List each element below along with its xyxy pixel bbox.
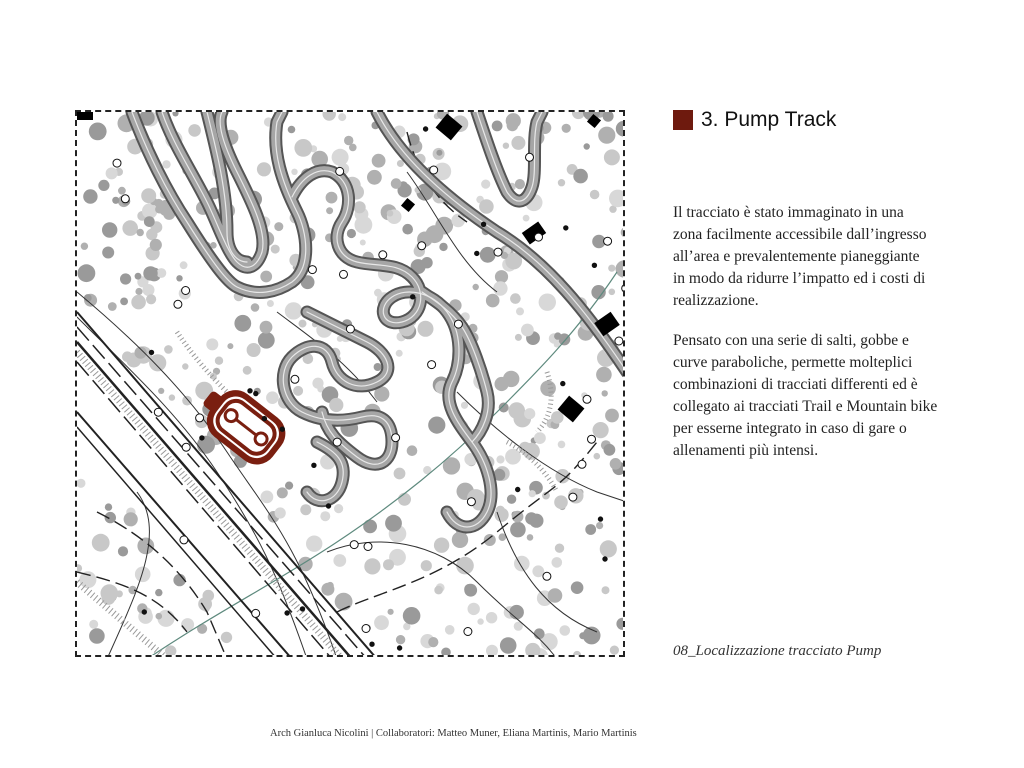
- tree-mark: [552, 557, 563, 568]
- tree-mark: [484, 534, 496, 546]
- tree-mark: [605, 409, 619, 423]
- tree-mark: [603, 112, 614, 122]
- figure-caption: 08_Localizzazione tracciato Pump: [673, 643, 882, 659]
- path-marker: [362, 625, 370, 633]
- heading-color-swatch: [673, 110, 693, 130]
- tree-mark: [78, 264, 96, 282]
- path-marker: [569, 493, 577, 501]
- tree-mark: [609, 190, 625, 208]
- tree-mark: [464, 584, 477, 597]
- tree-mark: [221, 632, 232, 643]
- tree-mark: [89, 628, 105, 644]
- tree-mark: [364, 558, 380, 574]
- tree-mark: [112, 197, 119, 204]
- path-marker: [397, 646, 401, 650]
- tree-mark: [137, 229, 144, 236]
- site-map: [77, 112, 625, 657]
- tree-mark: [394, 468, 406, 480]
- tree-mark: [396, 350, 403, 357]
- tree-mark: [150, 239, 162, 251]
- tree-mark: [327, 582, 334, 589]
- tree-mark: [495, 377, 509, 391]
- tree-mark: [349, 144, 357, 152]
- tree-mark: [329, 398, 343, 412]
- tree-mark: [355, 216, 373, 234]
- tree-mark: [83, 189, 97, 203]
- path-marker: [535, 233, 543, 241]
- path-marker: [174, 300, 182, 308]
- tree-mark: [266, 391, 279, 404]
- tree-mark: [600, 540, 617, 557]
- tree-mark: [499, 403, 509, 413]
- tree-mark: [155, 589, 162, 596]
- path-marker: [604, 237, 612, 245]
- path-marker: [364, 543, 372, 551]
- tree-mark: [495, 270, 508, 283]
- tree-mark: [294, 139, 312, 157]
- description-line: curve paraboliche, permette molteplici: [673, 354, 913, 371]
- description-line: collegato ai tracciati Trail e Mountain bike: [673, 398, 938, 415]
- tree-mark: [277, 487, 288, 498]
- tree-mark: [182, 363, 188, 369]
- tree-mark: [102, 222, 117, 237]
- tree-mark: [590, 190, 600, 200]
- tree-mark: [500, 637, 517, 654]
- path-marker: [561, 381, 565, 385]
- tree-mark: [496, 455, 504, 463]
- description-paragraph-2: [673, 330, 973, 462]
- tree-mark: [338, 113, 346, 121]
- path-marker: [464, 628, 472, 636]
- path-marker: [254, 391, 258, 395]
- path-marker: [516, 487, 520, 491]
- tree-mark: [573, 169, 588, 184]
- tree-mark: [180, 261, 188, 269]
- tree-mark: [335, 593, 353, 611]
- path-marker: [423, 127, 427, 131]
- path-marker: [467, 498, 475, 506]
- tree-mark: [122, 351, 133, 362]
- path-marker: [370, 642, 374, 646]
- path-marker: [154, 408, 162, 416]
- tree-mark: [397, 160, 404, 167]
- tree-mark: [486, 645, 498, 657]
- tree-mark: [251, 303, 260, 312]
- tree-mark: [137, 538, 154, 555]
- tree-mark: [197, 624, 207, 634]
- tree-mark: [354, 201, 366, 213]
- description-line: Il tracciato è stato immaginato in una: [673, 204, 904, 221]
- tree-mark: [407, 445, 418, 456]
- tree-mark: [510, 293, 521, 304]
- tree-mark: [585, 524, 596, 535]
- path-marker: [392, 434, 400, 442]
- tree-mark: [604, 149, 620, 165]
- tree-mark: [573, 651, 581, 657]
- tree-mark: [511, 136, 525, 150]
- path-marker: [494, 248, 502, 256]
- tree-mark: [89, 620, 98, 629]
- path-marker: [428, 361, 436, 369]
- section-title: 3. Pump Track: [701, 108, 837, 131]
- tree-mark: [162, 160, 170, 168]
- tree-mark: [421, 560, 432, 571]
- tree-mark: [176, 275, 182, 281]
- tree-mark: [181, 618, 194, 631]
- tree-mark: [135, 273, 142, 280]
- tree-mark: [257, 162, 271, 176]
- tree-mark: [312, 378, 323, 389]
- tree-mark: [503, 143, 509, 149]
- path-marker: [200, 436, 204, 440]
- tree-mark: [326, 192, 338, 204]
- tree-mark: [169, 394, 175, 400]
- path-marker: [578, 460, 586, 468]
- tree-mark: [492, 121, 503, 132]
- tree-mark: [610, 458, 622, 470]
- tree-mark: [445, 625, 455, 635]
- tree-mark: [243, 366, 252, 375]
- tree-mark: [299, 320, 307, 328]
- tree-mark: [332, 149, 349, 166]
- tree-mark: [144, 216, 155, 227]
- tree-mark: [165, 645, 176, 656]
- tree-mark: [77, 564, 82, 572]
- tree-mark: [118, 187, 126, 195]
- path-marker: [285, 611, 289, 615]
- tree-mark: [374, 363, 382, 371]
- path-marker: [430, 166, 438, 174]
- tree-mark: [81, 243, 88, 250]
- tree-mark: [604, 444, 616, 456]
- tree-mark: [402, 224, 413, 235]
- tree-mark: [396, 635, 405, 644]
- tree-mark: [135, 567, 151, 583]
- tree-mark: [260, 271, 272, 283]
- tree-mark: [387, 210, 394, 217]
- tree-mark: [385, 515, 402, 532]
- path-marker: [340, 270, 348, 278]
- tree-mark: [572, 112, 585, 119]
- tree-mark: [516, 307, 524, 315]
- path-marker: [592, 263, 596, 267]
- tree-mark: [461, 402, 468, 409]
- tree-mark: [505, 449, 521, 465]
- tree-mark: [441, 648, 451, 658]
- tree-mark: [347, 229, 356, 238]
- tree-mark: [285, 302, 302, 319]
- tree-mark: [143, 266, 157, 280]
- tree-mark: [598, 127, 615, 144]
- description-line: in modo da ridurre l’impatto ed i costi di: [673, 270, 926, 287]
- tree-mark: [149, 354, 166, 371]
- path-marker: [180, 536, 188, 544]
- description-paragraph-1: [673, 202, 973, 312]
- path-marker: [526, 153, 534, 161]
- tree-mark: [523, 215, 530, 222]
- path-marker: [121, 195, 129, 203]
- tree-mark: [120, 273, 131, 284]
- tree-mark: [621, 227, 625, 238]
- tree-mark: [468, 603, 480, 615]
- tree-mark: [558, 441, 566, 449]
- tree-mark: [102, 247, 114, 259]
- description-line: combinazioni di tracciati differenti ed è: [673, 376, 918, 393]
- tree-mark: [507, 495, 516, 504]
- tree-mark: [473, 284, 479, 290]
- tree-mark: [106, 167, 118, 179]
- section-heading: [673, 108, 836, 132]
- tree-mark: [403, 607, 421, 625]
- tree-mark: [120, 298, 128, 306]
- path-marker: [411, 295, 415, 299]
- tree-mark: [515, 334, 522, 341]
- tree-mark: [515, 179, 525, 189]
- tree-mark: [360, 240, 366, 246]
- tree-mark: [508, 402, 525, 419]
- tree-mark: [101, 591, 115, 605]
- tree-mark: [141, 188, 156, 203]
- path-marker: [312, 463, 316, 467]
- path-marker: [346, 325, 354, 333]
- tree-mark: [428, 637, 438, 647]
- tree-mark: [124, 512, 138, 526]
- path-marker: [350, 541, 358, 549]
- tree-mark: [118, 546, 128, 556]
- path-marker: [262, 416, 266, 420]
- tree-mark: [477, 618, 483, 624]
- description-line: Pensato con una serie di salti, gobbe e: [673, 332, 909, 349]
- tree-mark: [146, 294, 156, 304]
- tree-mark: [275, 507, 286, 518]
- tree-mark: [388, 609, 394, 615]
- tree-mark: [247, 343, 261, 357]
- path-marker: [583, 395, 591, 403]
- tree-mark: [558, 179, 565, 186]
- path-marker: [336, 167, 344, 175]
- tree-mark: [439, 243, 447, 251]
- tree-mark: [374, 615, 389, 630]
- path-marker: [300, 607, 304, 611]
- tree-mark: [372, 154, 386, 168]
- tree-mark: [182, 396, 192, 406]
- tree-mark: [323, 112, 336, 121]
- tree-mark: [157, 268, 167, 278]
- tree-mark: [293, 386, 303, 396]
- tree-mark: [215, 357, 223, 365]
- tree-mark: [509, 605, 524, 620]
- tree-mark: [534, 628, 545, 639]
- tree-mark: [594, 453, 601, 460]
- path-marker: [326, 504, 330, 508]
- tree-mark: [172, 112, 178, 117]
- tree-mark: [320, 511, 330, 521]
- tree-mark: [164, 345, 173, 354]
- path-marker: [182, 287, 190, 295]
- tree-mark: [434, 538, 449, 553]
- path-marker: [598, 517, 602, 521]
- tree-mark: [306, 536, 322, 552]
- tree-mark: [616, 260, 626, 277]
- tree-mark: [227, 343, 233, 349]
- tree-mark: [206, 338, 218, 350]
- path-marker: [182, 443, 190, 451]
- tree-mark: [122, 220, 138, 236]
- path-marker: [543, 572, 551, 580]
- tree-mark: [493, 281, 507, 295]
- path-marker: [280, 427, 284, 431]
- tree-mark: [288, 126, 296, 134]
- tree-mark: [418, 321, 434, 337]
- tree-mark: [534, 432, 546, 444]
- path-marker: [333, 438, 341, 446]
- path-marker: [603, 557, 607, 561]
- tree-mark: [506, 113, 521, 128]
- path-marker: [291, 375, 299, 383]
- path-marker: [379, 251, 387, 259]
- description-line: all’area e prevalentemente pianeggiante: [673, 248, 920, 265]
- tree-mark: [156, 613, 163, 620]
- tree-mark: [434, 586, 443, 595]
- path-marker: [248, 389, 252, 393]
- tree-mark: [398, 493, 411, 506]
- tree-mark: [481, 180, 490, 189]
- tree-mark: [560, 625, 571, 636]
- tree-mark: [300, 504, 311, 515]
- path-marker: [142, 610, 146, 614]
- tree-mark: [602, 390, 608, 396]
- description-line: realizzazione.: [673, 292, 759, 309]
- path-marker: [454, 320, 462, 328]
- tree-mark: [326, 207, 333, 214]
- path-marker: [113, 159, 121, 167]
- tree-mark: [363, 520, 377, 534]
- tree-mark: [274, 222, 283, 231]
- tree-mark: [285, 482, 293, 490]
- tree-mark: [234, 315, 251, 332]
- tree-mark: [562, 124, 571, 133]
- path-marker: [196, 414, 204, 422]
- tree-mark: [436, 150, 442, 156]
- tree-mark: [98, 180, 109, 191]
- tree-mark: [135, 288, 142, 295]
- footer-credits: Arch Gianluca Nicolini | Collaboratori: Matteo Muner, Eliana Martinis, Mario Martinis: [270, 728, 637, 739]
- tree-mark: [271, 245, 280, 254]
- path-marker: [564, 226, 568, 230]
- tree-mark: [524, 408, 535, 419]
- tree-mark: [428, 417, 445, 434]
- path-marker: [475, 251, 479, 255]
- tree-mark: [610, 646, 619, 655]
- tree-mark: [333, 554, 346, 567]
- path-marker: [481, 222, 485, 226]
- tree-mark: [158, 388, 164, 394]
- path-marker: [615, 337, 623, 345]
- tree-mark: [616, 618, 625, 630]
- tree-mark: [584, 143, 590, 149]
- tree-mark: [616, 121, 625, 137]
- tree-mark: [609, 289, 616, 296]
- tree-mark: [334, 504, 343, 513]
- map-frame: [75, 110, 625, 657]
- description-line: per esserne integrato in caso di gare o: [673, 420, 907, 437]
- tree-mark: [188, 124, 201, 137]
- tree-mark: [551, 411, 564, 424]
- tree-mark: [532, 565, 544, 577]
- tree-mark: [367, 170, 382, 185]
- tree-mark: [236, 655, 242, 657]
- tree-mark: [525, 643, 540, 657]
- tree-mark: [529, 490, 536, 497]
- tree-mark: [540, 381, 556, 397]
- tree-mark: [554, 332, 561, 339]
- tree-mark: [267, 300, 274, 307]
- path-marker: [252, 609, 260, 617]
- tree-mark: [510, 522, 526, 538]
- tree-mark: [608, 265, 615, 272]
- tree-mark: [593, 422, 609, 438]
- tree-mark: [596, 367, 612, 383]
- tree-mark: [108, 302, 117, 311]
- path-marker: [622, 284, 625, 292]
- tree-mark: [486, 294, 500, 308]
- tree-mark: [571, 581, 584, 594]
- tree-mark: [452, 532, 468, 548]
- tree-mark: [131, 295, 146, 310]
- path-marker: [149, 350, 153, 354]
- tree-mark: [596, 522, 603, 529]
- description-line: zona facilmente accessibile dall’ingresso: [673, 226, 927, 243]
- tree-mark: [480, 247, 496, 263]
- tree-mark: [479, 199, 494, 214]
- tree-mark: [539, 294, 556, 311]
- tree-mark: [555, 544, 564, 553]
- tree-mark: [529, 514, 543, 528]
- tree-mark: [486, 612, 497, 623]
- tree-mark: [521, 324, 534, 337]
- path-marker: [308, 266, 316, 274]
- tree-mark: [548, 588, 563, 603]
- tree-mark: [391, 178, 402, 189]
- path-marker: [418, 242, 426, 250]
- tree-mark: [105, 503, 112, 510]
- tree-mark: [261, 491, 274, 504]
- tree-mark: [554, 495, 568, 509]
- path-marker: [588, 435, 596, 443]
- tree-mark: [258, 332, 275, 349]
- tree-mark: [383, 559, 394, 570]
- tree-mark: [92, 534, 110, 552]
- tree-mark: [602, 586, 610, 594]
- tree-mark: [527, 534, 534, 541]
- tree-mark: [291, 169, 297, 175]
- tree-mark: [89, 123, 107, 141]
- tree-mark: [260, 321, 273, 334]
- description-line: allenamenti più intensi.: [673, 442, 819, 459]
- tree-mark: [77, 479, 86, 488]
